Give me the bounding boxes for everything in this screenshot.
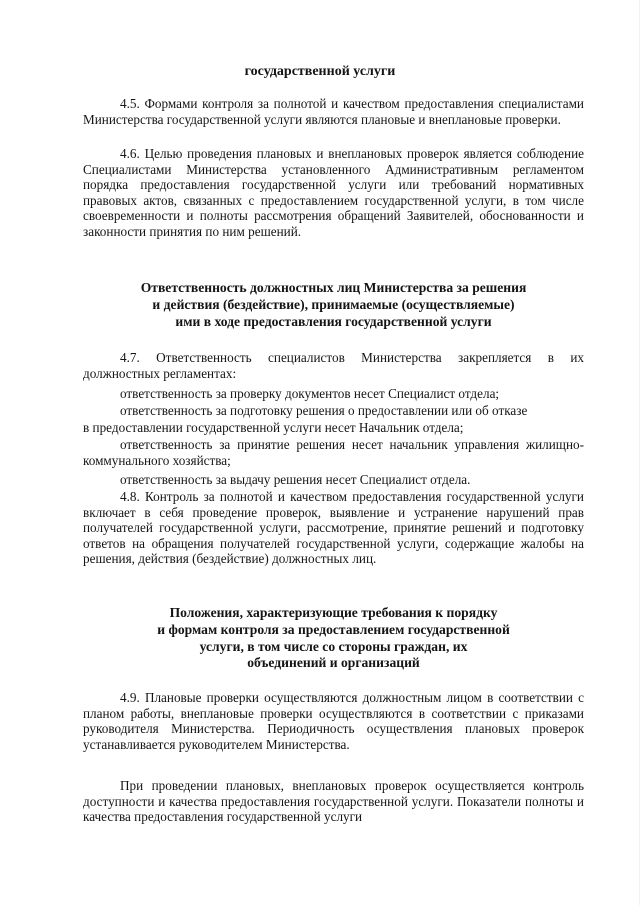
paragraph-4-6: 4.6. Целью проведения плановых и внеплановых проверок является соблюдение Специалистами Министерства установленного Административным регламентом порядка предоставления государственной услуги или требований нормативных правовых актов, связанных с предоставлением государственной услуги, в том числе своевременности и полноты рассмотрения обращений Заявителей, обоснованности и законности принятия по ним решений. (83, 146, 584, 239)
responsibility-item-1: ответственность за проверку документов несет Специалист отдела; (120, 386, 500, 401)
responsibility-item-2a: ответственность за подготовку решения о предоставлении или об отказе (120, 403, 528, 418)
paragraph-4-8: 4.8. Контроль за полнотой и качеством предоставления государственной услуги включает в себя проведение проверок, выявление и устранение нарушений прав получателей государственной услуги, рассмотрение, принятие решений и подготовку ответов на обращения получателей государственной услуги, содержащие жалобы на решения, действия (бездействие) должностных лиц. (83, 489, 584, 567)
responsibility-item-4: ответственность за выдачу решения несет Специалист отдела. (120, 472, 471, 487)
responsibility-item-3: ответственность за принятие решения несет начальник управления жилищно-коммунального хозяйства; (83, 437, 584, 468)
paragraph-inspection-control: При проведении плановых, внеплановых проверок осуществляется контроль доступности и качества предоставления государственной услуги. Показатели полноты и качества предоставления государственной услуги (83, 778, 584, 825)
heading-line: и формам контроля за предоставлением государственной (157, 621, 510, 637)
heading-line: и действия (бездействие), принимаемые (осуществляемые) (152, 296, 515, 312)
section-heading-control-requirements (83, 605, 584, 672)
responsibility-item-2b: в предоставлении государственной услуги несет Начальник отдела; (83, 420, 464, 435)
heading-line: ими в ходе предоставления государственной услуги (175, 313, 492, 329)
heading-line: объединений и организаций (247, 655, 420, 671)
heading-line: Положения, характеризующие требования к порядку (169, 605, 498, 620)
paragraph-4-5: 4.5. Формами контроля за полнотой и качеством предоставления специалистами Министерства государственной услуги являются плановые и внеплановые проверки. (83, 96, 584, 127)
page-header-continuation: государственной услуги (244, 64, 396, 79)
section-heading-responsibility (83, 280, 584, 330)
paragraph-4-7: 4.7. Ответственность специалистов Министерства закрепляется в их должностных регламентах: (83, 350, 584, 381)
heading-line: Ответственность должностных лиц Министерства за решения (140, 280, 527, 295)
paragraph-4-9: 4.9. Плановые проверки осуществляются должностным лицом в соответствии с планом работы, внеплановые проверки осуществляются в соответствии с приказами руководителя Министерства. Периодичность осуществления плановых проверок устанавливается руководителем Министерства. (83, 690, 584, 752)
heading-line: услуги, в том числе со стороны граждан, их (199, 638, 468, 654)
